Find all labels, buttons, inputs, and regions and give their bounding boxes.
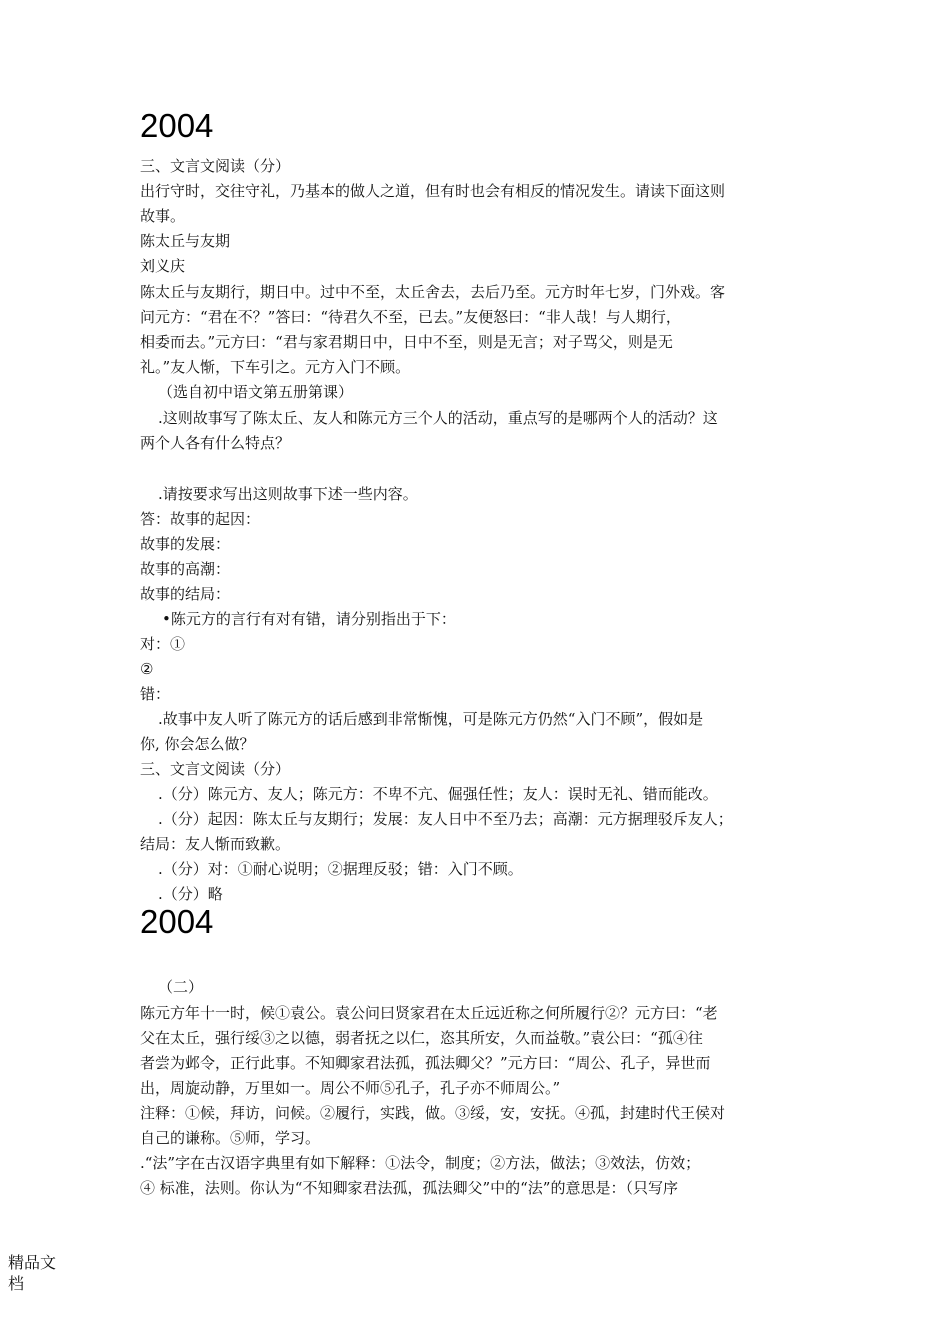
question-line: ④ 标准，法则。你认为“不知卿家君法孤，孤法卿父”中的“法”的意思是：（只写序 xyxy=(140,1179,678,1197)
answers-title: 三、文言文阅读（分） xyxy=(140,760,291,778)
story-title: 陈太丘与友期 xyxy=(140,232,231,250)
question-line: .“法”字在古汉语字典里有如下解释：①法令，制度；②方法，做法；③效法，仿效； xyxy=(140,1154,701,1172)
passage-line: 出，周旋动静，万里如一。周公不师⑤孔子，孔子亦不师周公。” xyxy=(140,1079,561,1097)
answer-4: .（分）略 xyxy=(158,885,223,903)
footer-line: 档 xyxy=(8,1274,25,1293)
intro-line: 故事。 xyxy=(140,207,186,225)
story-line: 问元方：“君在不？”答曰：“待君久不至，已去。”友便怒曰：“非人哉！与人期行， xyxy=(140,308,681,326)
answer-blank: 答：故事的起因： xyxy=(140,510,261,528)
footer-watermark xyxy=(8,1252,68,1294)
answer-2-cont: 结局：友人惭而致歉。 xyxy=(140,835,291,853)
question-4-cont: 你, 你会怎么做？ xyxy=(140,735,255,753)
passage-line: 父在太丘，强行绥③之以德，弱者抚之以仁，恣其所安，久而益敬。”袁公曰：“孤④往 xyxy=(140,1029,703,1047)
footer-line: 精品文 xyxy=(8,1253,57,1272)
year-heading: 2004 xyxy=(140,107,214,144)
answer-blank: 故事的结局： xyxy=(140,585,231,603)
answer-blank: 对：① xyxy=(140,635,186,653)
section-label: （二） xyxy=(158,978,204,996)
answer-blank: ② xyxy=(140,660,154,678)
notes-line: 自己的谦称。⑤师，学习。 xyxy=(140,1129,321,1147)
answer-blank: 错： xyxy=(140,685,171,703)
section-title: 三、文言文阅读（分） xyxy=(140,157,291,175)
question-2: .请按要求写出这则故事下述一些内容。 xyxy=(158,485,418,503)
story-author: 刘义庆 xyxy=(140,257,186,275)
story-source: （选自初中语文第五册第课） xyxy=(158,383,354,401)
story-line: 礼。”友人惭，下车引之。元方入门不顾。 xyxy=(140,358,411,376)
year-heading: 2004 xyxy=(140,903,214,940)
story-line: 陈太丘与友期行，期日中。过中不至，太丘舍去，去后乃至。元方时年七岁，门外戏。客 xyxy=(140,283,726,301)
passage-line: 者尝为邺令，正行此事。不知卿家君法孤，孤法卿父？”元方曰：“周公、孔子，异世而 xyxy=(140,1054,711,1072)
question-4: .故事中友人听了陈元方的话后感到非常惭愧，可是陈元方仍然“入门不顾”，假如是 xyxy=(158,710,704,728)
answer-blank: 故事的高潮： xyxy=(140,560,231,578)
story-line: 相委而去。”元方曰：“君与家君期日中，日中不至，则是无言；对子骂父，则是无 xyxy=(140,333,673,351)
question-1: .这则故事写了陈太丘、友人和陈元方三个人的活动，重点写的是哪两个人的活动？这 xyxy=(158,409,718,427)
answer-3: .（分）对：①耐心说明；②据理反驳；错：入门不顾。 xyxy=(158,860,523,878)
notes-line: 注释：①候，拜访，问候。②履行，实践，做。③绥，安，安抚。④孤，封建时代王侯对 xyxy=(140,1104,726,1122)
answer-blank: 故事的发展： xyxy=(140,535,231,553)
passage-line: 陈元方年十一时，候①袁公。袁公问曰贤家君在太丘远近称之何所履行②？元方曰：“老 xyxy=(140,1004,718,1022)
question-1-cont: 两个人各有什么特点？ xyxy=(140,434,291,452)
intro-line: 出行守时，交往守礼，乃基本的做人之道，但有时也会有相反的情况发生。请读下面这则 xyxy=(140,182,726,200)
answer-1: .（分）陈元方、友人；陈元方：不卑不亢、倔强任性；友人：误时无礼、错而能改。 xyxy=(158,785,718,803)
question-3: •陈元方的言行有对有错，请分别指出于下： xyxy=(162,610,456,628)
answer-2: .（分）起因：陈太丘与友期行；发展：友人日中不至乃去；高潮：元方据理驳斥友人； xyxy=(158,810,733,828)
